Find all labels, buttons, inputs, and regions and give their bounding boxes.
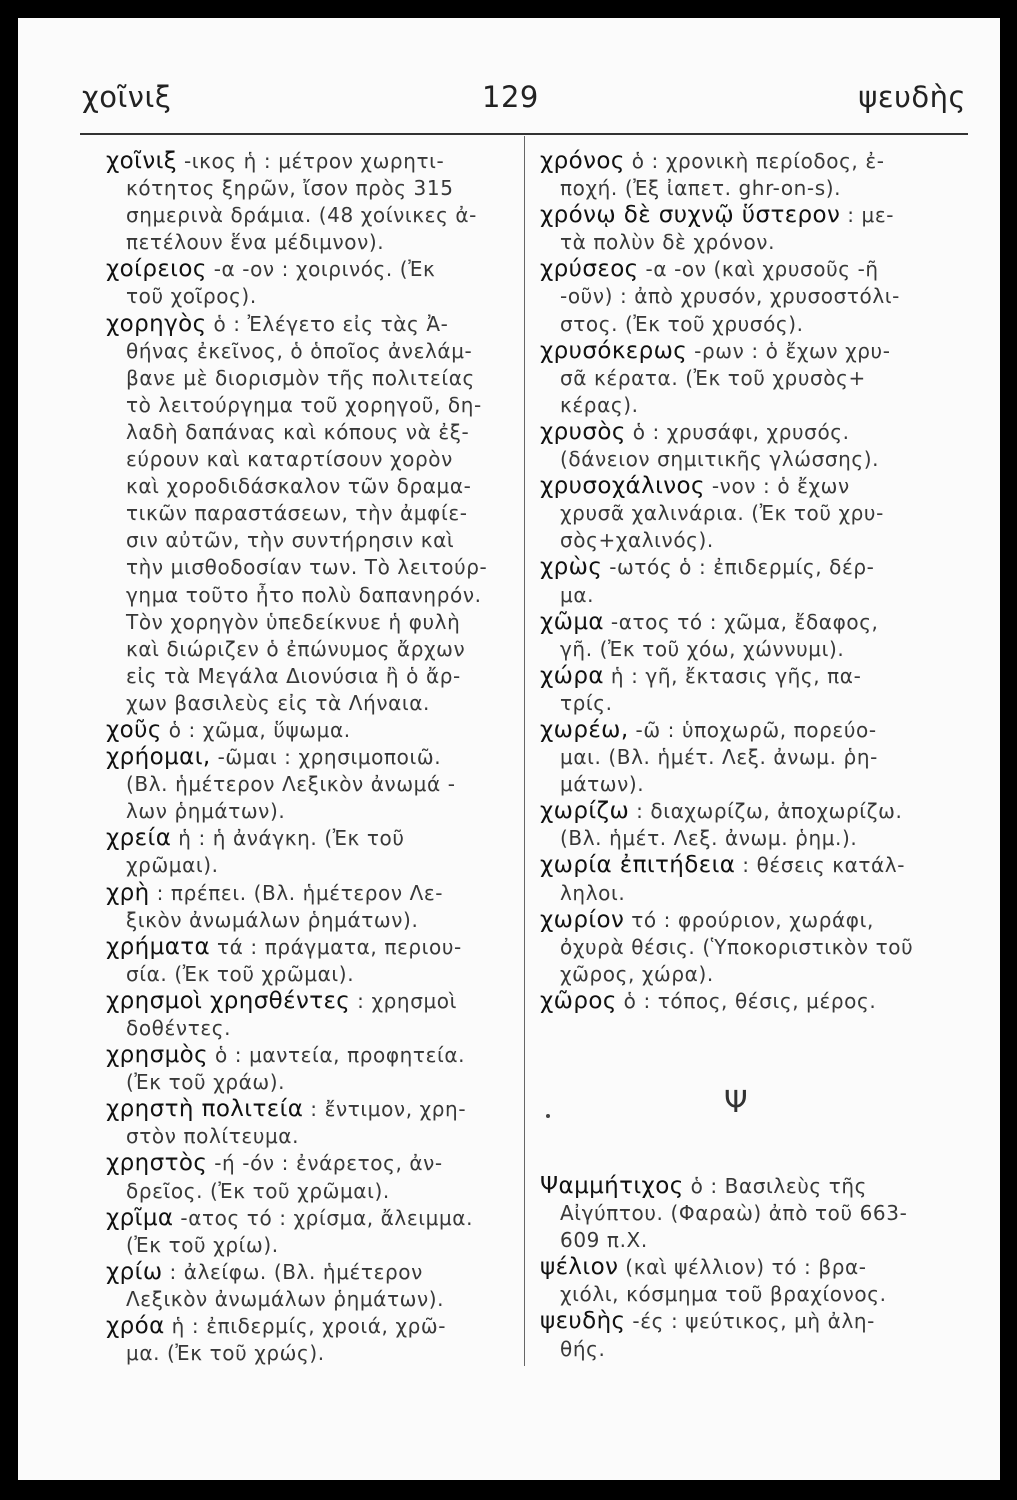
definition-text: ἡ : ἡ ἀνάγκη. (Ἐκ τοῦ [171, 826, 405, 851]
entry-first-line [540, 473, 968, 500]
definition-text: ὁ : τόπος, θέσις, μέρος. [616, 988, 877, 1013]
entry-continuation-line [106, 771, 514, 798]
definition-text: γημα τοῦτο ἦτο πολὺ δαπανηρόν. [126, 582, 482, 607]
definition-text: : διαχωρίζω, ἀποχωρίζω. [629, 799, 903, 824]
dictionary-entry [106, 1205, 514, 1259]
entry-continuation-line [540, 500, 968, 527]
headword: ψέλιον [540, 1254, 619, 1281]
definition-text: τὴν μισθοδοσίαν των. Τὸ λειτούρ- [126, 555, 488, 580]
entry-continuation-line [106, 961, 514, 988]
entry-continuation-line [540, 1336, 968, 1363]
definition-text: μάτων). [560, 772, 645, 797]
definition-text: -α -ον (καὶ χρυσοῦς -ῆ [638, 257, 879, 282]
entry-continuation-line [106, 1286, 514, 1313]
definition-text: : ἀλείφω. (Βλ. ἡμέτερον [162, 1259, 423, 1284]
entry-continuation-line [106, 582, 514, 609]
dictionary-entry [106, 311, 514, 717]
entry-first-line [540, 1173, 968, 1200]
entry-continuation-line [106, 500, 514, 527]
definition-text: ὁ : χρονικὴ περίοδος, ἐ- [624, 149, 885, 173]
dictionary-entry [106, 1150, 514, 1204]
definition-text: ὁ : χῶμα, ὕψωμα. [161, 717, 351, 742]
dictionary-entry [106, 744, 514, 825]
entry-continuation-line [106, 1340, 514, 1367]
entry-first-line [106, 1150, 514, 1177]
definition-text: σημερινὰ δράμια. (48 χοίνικες ἀ- [126, 203, 477, 228]
definition-text: μα. (Ἐκ τοῦ χρώς). [126, 1341, 325, 1366]
last-headword: ψευδὴς [858, 80, 966, 114]
headword: χρήματα [106, 933, 211, 960]
definition-text: ἡ : γῆ, ἔκτασις γῆς, πα- [603, 663, 862, 688]
dictionary-entry [540, 609, 968, 663]
dictionary-entry [106, 988, 514, 1042]
headword: χοῖνιξ [106, 148, 177, 174]
definition-text: -ωτός ὁ : ἐπιδερμίς, δέρ- [602, 555, 875, 580]
dictionary-entry [106, 934, 514, 988]
dictionary-entry [540, 988, 968, 1015]
dictionary-entry [106, 148, 514, 256]
entry-first-line [106, 934, 514, 961]
entry-continuation-line [540, 527, 968, 554]
definition-text: πετέλουν ἕνα μέδιμνον). [126, 230, 385, 255]
headword: ψευδὴς [540, 1308, 626, 1335]
entry-continuation-line [106, 1178, 514, 1205]
definition-text: ἡ : ἐπιδερμίς, χροιά, χρῶ- [164, 1314, 447, 1339]
definition-text: -ικος ἡ : μέτρον χωρητι- [177, 149, 445, 173]
definition-text: : θέσεις κατάλ- [735, 853, 906, 878]
definition-text: σὸς+χαλινός). [560, 528, 714, 553]
definition-text: Αἰγύπτου. (Φαραὼ) ἀπὸ τοῦ 663- [560, 1201, 908, 1226]
dictionary-entry [106, 1313, 514, 1367]
entry-first-line [106, 1313, 514, 1340]
definition-text: -α -ον : χοιρινός. (Ἐκ [206, 257, 436, 282]
entry-continuation-line [540, 365, 968, 392]
dictionary-entry [540, 419, 968, 473]
headword: χρὴ [106, 879, 150, 906]
headword: χοῦς [106, 716, 162, 743]
headword: χρηστὸς [106, 1150, 208, 1177]
definition-text: -νον : ὁ ἔχων [704, 474, 850, 499]
definition-text: -ῶ : ὑποχωρῶ, πορεύο- [628, 717, 877, 742]
entry-first-line [106, 1096, 514, 1123]
headword: χωρέω, [540, 716, 629, 743]
headword: Ψαμμήτιχος [540, 1173, 684, 1199]
dictionary-entry [540, 1308, 968, 1362]
definition-text: στὸν πολίτευμα. [126, 1124, 300, 1149]
entry-continuation-line [106, 419, 514, 446]
definition-text: σιν αὐτῶν, τὴν συντήρησιν καὶ [126, 528, 455, 553]
dictionary-entry [540, 554, 968, 608]
dictionary-entry [540, 717, 968, 798]
definition-text: : πρέπει. (Βλ. ἡμέτερον Λε- [149, 880, 444, 905]
definition-text: : ἔντιμον, χρη- [303, 1097, 467, 1122]
entry-first-line [540, 419, 968, 446]
definition-text: μαι. (Βλ. ἡμέτ. Λεξ. ἀνωμ. ῥη- [560, 745, 878, 770]
headword: χωρίον [540, 906, 625, 933]
entry-continuation-line [106, 609, 514, 636]
definition-text: (Βλ. ἡμέτερον Λεξικὸν ἀνωμά - [126, 772, 456, 797]
definition-text: γῆ. (Ἐκ τοῦ χόω, χώννυμι). [560, 636, 845, 661]
headword: χρυσὸς [540, 418, 626, 445]
entry-first-line [540, 1308, 968, 1335]
entry-continuation-line [106, 636, 514, 663]
definition-text: καὶ χοροδιδάσκαλον τῶν δραμα- [126, 474, 472, 499]
entry-first-line [540, 338, 968, 365]
entry-first-line [540, 1254, 968, 1281]
entry-first-line [540, 907, 968, 934]
dictionary-entry [106, 1042, 514, 1096]
dictionary-entry [540, 1173, 968, 1254]
definition-text: -ατος τό : χρίσμα, ἄλειμμα. [173, 1205, 474, 1230]
definition-text: : χρησμοὶ [350, 988, 457, 1013]
headword: χρύσεος [540, 256, 639, 283]
dictionary-entry [540, 663, 968, 717]
entry-continuation-line [106, 690, 514, 717]
entry-continuation-line [106, 1232, 514, 1259]
definition-text: τρίς. [560, 690, 613, 715]
headword: χρίω [106, 1258, 163, 1285]
entry-continuation-line [106, 175, 514, 202]
definition-text: τικῶν παραστάσεων, τὴν ἀμφίε- [126, 501, 468, 526]
definition-text: ὁ : μαντεία, προφητεία. [208, 1043, 466, 1068]
definition-text: σία. (Ἐκ τοῦ χρῶμαι). [126, 961, 355, 986]
headword: χρεία [106, 825, 172, 852]
first-headword: χοῖνιξ [82, 80, 172, 114]
entry-continuation-line [106, 338, 514, 365]
entry-continuation-line [540, 744, 968, 771]
stray-dot [546, 1114, 550, 1118]
definition-text: ὀχυρὰ θέσις. (Ὑποκοριστικὸν τοῦ [560, 934, 914, 959]
definition-text: τὰ πολὺν δὲ χρόνον. [560, 230, 776, 255]
entry-continuation-line [540, 229, 968, 256]
dictionary-entry [540, 202, 968, 256]
definition-text: λων ῥημάτων). [126, 799, 286, 824]
definition-text: θήνας ἐκεῖνος, ὁ ὁποῖος ἀνελάμ- [126, 338, 473, 363]
entry-continuation-line [540, 175, 968, 202]
definition-text: χῶρος, χώρα). [560, 961, 714, 986]
entry-continuation-line [106, 202, 514, 229]
dictionary-entry [106, 717, 514, 744]
entry-first-line [106, 1205, 514, 1232]
definition-text: -ατος τό : χῶμα, ἔδαφος, [603, 609, 879, 634]
definition-text: τά : πράγματα, περιου- [210, 934, 462, 959]
definition-text: -ρων : ὁ ἔχων χρυ- [687, 338, 891, 363]
definition-text: σᾶ κέρατα. (Ἐκ τοῦ χρυσὸς+ [560, 365, 866, 390]
dictionary-entry [106, 825, 514, 879]
dictionary-entry [540, 148, 968, 202]
headword: χορηγὸς [106, 310, 207, 337]
definition-text: τὸ λειτούργημα τοῦ χορηγοῦ, δη- [126, 392, 482, 417]
entry-continuation-line [106, 392, 514, 419]
dictionary-entry [540, 256, 968, 337]
entry-first-line [540, 148, 968, 175]
headword: χρόνῳ δὲ συχνῷ ὕστερον [540, 202, 841, 229]
headword: χωρίζω [540, 798, 630, 825]
entry-continuation-line [106, 365, 514, 392]
definition-text: -ή -όν : ἐνάρετος, ἀν- [207, 1151, 443, 1176]
definition-text: ξικὸν ἀνωμάλων ῥημάτων). [126, 907, 419, 932]
page-number: 129 [482, 80, 539, 114]
definition-text: (δάνειον σημιτικῆς γλώσσης). [560, 447, 880, 472]
entry-continuation-line [106, 852, 514, 879]
definition-text: κότητος ξηρῶν, ἴσον πρὸς 315 [126, 176, 454, 201]
header-rule [80, 133, 968, 135]
entry-continuation-line [540, 1281, 968, 1308]
entry-continuation-line [540, 392, 968, 419]
entry-continuation-line [540, 771, 968, 798]
entry-first-line [540, 256, 968, 283]
entry-continuation-line [540, 1227, 968, 1254]
definition-text: μα. [560, 582, 595, 607]
entry-continuation-line [106, 446, 514, 473]
definition-text: δοθέντες. [126, 1016, 232, 1040]
entry-first-line [106, 880, 514, 907]
entry-continuation-line [540, 283, 968, 310]
entry-continuation-line [106, 283, 514, 310]
entry-first-line [540, 852, 968, 879]
definition-text: : με- [840, 203, 895, 228]
dictionary-entry [540, 1254, 968, 1308]
entry-first-line [106, 825, 514, 852]
definition-text: λαδὴ δαπάνας καὶ κόπους νὰ ἐξ- [126, 419, 470, 444]
dictionary-page [18, 18, 1000, 1480]
entry-continuation-line [106, 229, 514, 256]
definition-text: τοῦ χοῖρος). [126, 284, 257, 309]
headword: χῶρος [540, 987, 617, 1014]
headword: χρόνος [540, 148, 625, 174]
headword: χῶμα [540, 608, 604, 635]
entry-first-line [106, 311, 514, 338]
entry-continuation-line [106, 663, 514, 690]
definition-text: -ῶμαι : χρησιμοποιῶ. [210, 745, 442, 770]
dictionary-entry [540, 473, 968, 554]
definition-text: ὁ : Βασιλεὺς τῆς [683, 1174, 867, 1198]
entry-continuation-line [540, 446, 968, 473]
section-letter-psi: Ψ [724, 1085, 748, 1120]
definition-text: ὁ : χρυσάφι, χρυσός. [625, 419, 850, 444]
entry-first-line [106, 1259, 514, 1286]
definition-text: χρυσᾶ χαλινάρια. (Ἐκ τοῦ χρυ- [560, 501, 884, 526]
entry-continuation-line [540, 636, 968, 663]
definition-text: εύρουν καὶ καταρτίσουν χορὸν [126, 447, 453, 472]
headword: χρησμὸς [106, 1042, 209, 1069]
dictionary-entry [106, 1259, 514, 1313]
headword: χρηστὴ πολιτεία [106, 1096, 304, 1123]
definition-text: κέρας). [560, 392, 639, 417]
definition-text: (Βλ. ἡμέτ. Λεξ. ἀνωμ. ῥημ.). [560, 826, 858, 851]
dictionary-entry [106, 256, 514, 310]
entry-first-line [540, 988, 968, 1015]
definition-text: χων βασιλεὺς εἰς τὰ Λήναια. [126, 690, 431, 715]
entry-first-line [106, 1042, 514, 1069]
entry-continuation-line [106, 554, 514, 581]
definition-text: δρεῖος. (Ἐκ τοῦ χρῶμαι). [126, 1178, 390, 1203]
entry-first-line [540, 554, 968, 581]
entry-continuation-line [540, 311, 968, 338]
definition-text: χρῶμαι). [126, 853, 219, 878]
dictionary-entry [540, 798, 968, 852]
definition-text: στος. (Ἐκ τοῦ χρυσός). [560, 311, 804, 336]
headword: χρυσοχάλινος [540, 473, 705, 500]
definition-text: τό : φρούριον, χωράφι, [624, 907, 874, 932]
entry-continuation-line [106, 1069, 514, 1096]
headword: χώρα [540, 662, 604, 689]
entry-continuation-line [106, 473, 514, 500]
entry-first-line [540, 663, 968, 690]
right-column [540, 148, 968, 1015]
headword: χρῖμα [106, 1204, 174, 1231]
entry-first-line [540, 717, 968, 744]
dictionary-entry [540, 338, 968, 419]
dictionary-entry [106, 880, 514, 934]
definition-text: Τὸν χορηγὸν ὑπεδείκνυε ἡ φυλὴ [126, 609, 461, 634]
definition-text: βανε μὲ διορισμὸν τῆς πολιτείας [126, 365, 475, 390]
entry-first-line [540, 609, 968, 636]
definition-text: (Ἐκ τοῦ χράω). [126, 1070, 286, 1095]
psi-section-entries [540, 1173, 968, 1363]
headword: χρησμοὶ χρησθέντες [106, 987, 351, 1014]
entry-continuation-line [540, 582, 968, 609]
entry-continuation-line [106, 527, 514, 554]
definition-text: εἰς τὰ Μεγάλα Διονύσια ἢ ὁ ἄρ- [126, 663, 461, 688]
definition-text: -ές : ψεύτικος, μὴ ἀλη- [625, 1309, 875, 1334]
entry-first-line [540, 798, 968, 825]
entry-continuation-line [540, 934, 968, 961]
running-head [82, 80, 966, 136]
entry-continuation-line [540, 880, 968, 907]
dictionary-entry [106, 1096, 514, 1150]
entry-continuation-line [106, 798, 514, 825]
definition-text: (καὶ ψέλλιον) τό : βρα- [618, 1255, 867, 1280]
definition-text: χιόλι, κόσμημα τοῦ βραχίονος. [560, 1282, 887, 1307]
dictionary-entry [540, 852, 968, 906]
headword: χρὼς [540, 554, 603, 581]
definition-text: Λεξικὸν ἀνωμάλων ῥημάτων). [126, 1286, 445, 1311]
headword: χοίρειος [106, 256, 207, 283]
entry-continuation-line [106, 907, 514, 934]
definition-text: ποχή. (Ἐξ ἰαπετ. ghr-on-s). [560, 176, 842, 201]
entry-continuation-line [106, 1015, 514, 1042]
entry-continuation-line [540, 1200, 968, 1227]
dictionary-entry [540, 907, 968, 988]
entry-first-line [106, 717, 514, 744]
headword: χρήομαι, [106, 744, 211, 771]
definition-text: ληλοι. [560, 880, 626, 905]
headword: χρόα [106, 1313, 165, 1340]
definition-text: -οῦν) : ἀπὸ χρυσόν, χρυσοστόλι- [560, 284, 900, 309]
entry-first-line [106, 744, 514, 771]
entry-continuation-line [106, 1123, 514, 1150]
definition-text: θής. [560, 1336, 606, 1361]
entry-first-line [106, 988, 514, 1015]
entry-continuation-line [540, 961, 968, 988]
definition-text: καὶ διώριζεν ὁ ἐπώνυμος ἄρχων [126, 636, 466, 661]
definition-text: ὁ : Ἐλέγετο εἰς τὰς Ἀ- [206, 311, 449, 336]
entry-first-line [106, 148, 514, 175]
headword: χωρία ἐπιτήδεια [540, 852, 736, 879]
entry-first-line [540, 202, 968, 229]
definition-text: 609 π.Χ. [560, 1228, 648, 1253]
entry-continuation-line [540, 825, 968, 852]
entry-first-line [106, 256, 514, 283]
entry-continuation-line [540, 690, 968, 717]
definition-text: (Ἐκ τοῦ χρίω). [126, 1232, 279, 1257]
column-divider [524, 136, 525, 1366]
left-column [106, 148, 514, 1367]
headword: χρυσόκερως [540, 337, 688, 364]
